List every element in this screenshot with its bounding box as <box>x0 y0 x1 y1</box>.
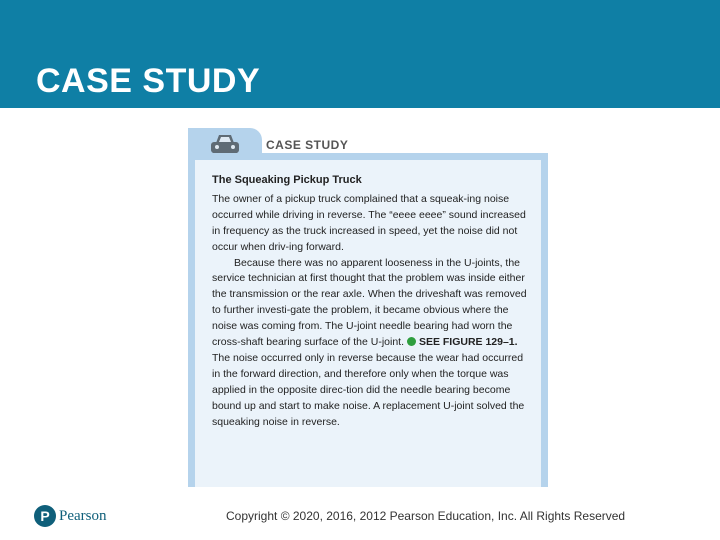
copyright-notice: Copyright © 2020, 2016, 2012 Pearson Education, Inc. All Rights Reserved <box>226 509 626 523</box>
figure-reference: SEE FIGURE 129–1. <box>418 336 518 349</box>
article-title: The Squeaking Pickup Truck <box>212 174 362 186</box>
case-study-label: CASE STUDY <box>266 138 349 152</box>
case-study-article <box>212 173 527 431</box>
article-paragraph-1: The owner of a pickup truck complained that a squeak-ing noise occurred while driving in reverse. The “eeee eeee” sound increased in frequency as the truck increased in speed, yet the noise did not occur when driv-ing forward. <box>212 192 526 253</box>
figure-bullet-icon <box>407 337 416 346</box>
header-bar <box>0 0 720 108</box>
article-paragraph-2 <box>212 256 527 431</box>
pearson-logo-icon: P <box>34 505 56 527</box>
paragraph-2-text-b: The noise occurred only in reverse because the wear had occurred in the forward direction, and therefore only when the torque was applied in the opposite direc-tion did the needle bearing become bound up and start to make noise. A replacement U-joint solved the squeaking noise in reverse. <box>212 351 525 428</box>
pearson-logo-text: Pearson <box>59 508 107 524</box>
paragraph-2-text-a: Because there was no apparent looseness in the U-joints, the service technician at first thought that the problem was inside either the transmission or the rear axle. When the driveshaft was removed to further investi-gate the problem, it became obvious where the noise was coming from. The U-joint needle bearing had worn the cross-shaft bearing surface of the U-joint. <box>212 256 527 349</box>
page-title: CASE STUDY <box>36 62 261 100</box>
